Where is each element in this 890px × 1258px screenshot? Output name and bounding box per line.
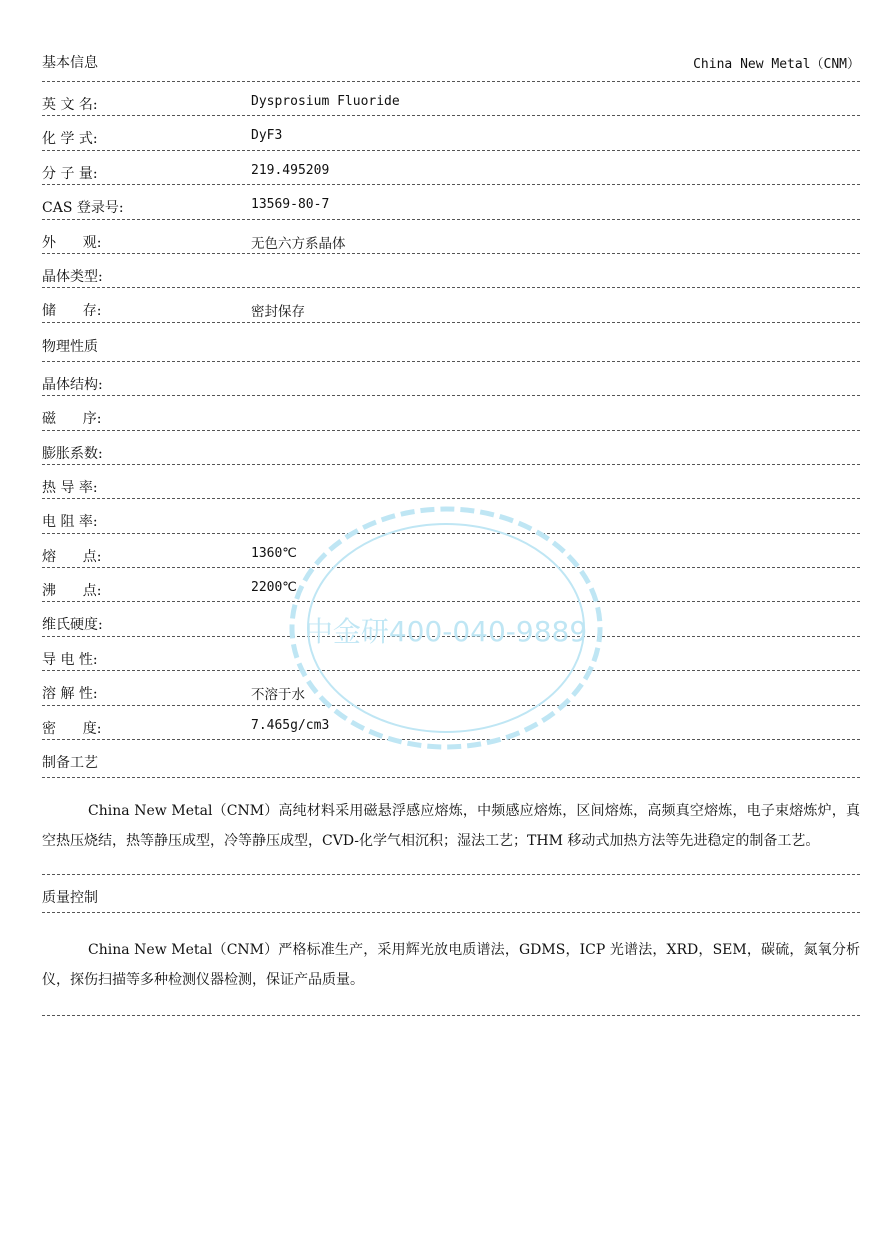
property-label: 分 子 量: bbox=[42, 165, 98, 182]
property-row bbox=[42, 82, 860, 116]
property-value: 13569-80-7 bbox=[251, 197, 330, 213]
section-title-physical: 物理性质 bbox=[42, 338, 98, 355]
physical-properties-heading bbox=[42, 323, 860, 362]
property-value: 1360℃ bbox=[251, 545, 297, 561]
property-row bbox=[42, 254, 860, 288]
property-label: 导 电 性: bbox=[42, 651, 98, 668]
property-row bbox=[42, 465, 860, 499]
property-label: 储 存: bbox=[42, 303, 102, 320]
property-value: Dysprosium Fluoride bbox=[251, 94, 400, 109]
property-label: 化 学 式: bbox=[42, 131, 98, 148]
property-label: 热 导 率: bbox=[42, 479, 98, 496]
property-label: CAS 登录号: bbox=[42, 200, 124, 217]
property-row bbox=[42, 151, 860, 185]
property-row bbox=[42, 637, 860, 671]
property-value: DyF3 bbox=[251, 128, 283, 144]
physical-properties-list bbox=[42, 362, 860, 740]
company-name: China New Metal（CNM） bbox=[693, 57, 860, 72]
property-value: 219.495209 bbox=[251, 162, 330, 178]
property-label: 密 度: bbox=[42, 720, 102, 737]
property-row bbox=[42, 568, 860, 602]
property-row bbox=[42, 706, 860, 740]
document-page bbox=[42, 40, 860, 1016]
basic-info-list bbox=[42, 82, 860, 323]
property-row bbox=[42, 602, 860, 636]
preparation-paragraph: China New Metal（CNM）高纯材料采用磁悬浮感应熔炼，中频感应熔炼，区间熔炼，高频真空熔炼，电子束熔炼炉，真空热压烧结，热等静压成型，冷等静压成型，CVD-化学气相沉积；湿法工艺；THM 移动式加热方法等先进稳定的制备工艺。 bbox=[42, 778, 860, 875]
property-value: 不溶于水 bbox=[251, 687, 305, 704]
watermark-text: 中金研400-040-9889 bbox=[304, 615, 588, 648]
property-label: 外 观: bbox=[42, 234, 102, 251]
preparation-heading bbox=[42, 740, 860, 778]
quality-control-heading bbox=[42, 875, 860, 913]
property-label: 膨胀系数: bbox=[42, 445, 103, 462]
section-title-quality-control: 质量控制 bbox=[42, 890, 98, 907]
property-label: 熔 点: bbox=[42, 548, 102, 565]
property-row bbox=[42, 671, 860, 705]
section-title-basic-info: 基本信息 bbox=[42, 55, 98, 71]
property-value: 2200℃ bbox=[251, 580, 297, 596]
property-row bbox=[42, 499, 860, 533]
property-label: 英 文 名: bbox=[42, 97, 98, 113]
property-label: 沸 点: bbox=[42, 583, 102, 600]
quality-control-paragraph: China New Metal（CNM）严格标准生产，采用辉光放电质谱法，GDMS，ICP 光谱法，XRD，SEM，碳硫，氮氧分析仪，探伤扫描等多种检测仪器检测，保证产品质量。 bbox=[42, 913, 860, 1016]
property-label: 维氏硬度: bbox=[42, 617, 103, 634]
property-row bbox=[42, 534, 860, 568]
property-row bbox=[42, 288, 860, 322]
property-label: 晶体结构: bbox=[42, 376, 103, 393]
section-title-preparation: 制备工艺 bbox=[42, 755, 98, 772]
property-row bbox=[42, 185, 860, 219]
property-value: 7.465g/cm3 bbox=[251, 717, 330, 733]
property-label: 晶体类型: bbox=[42, 268, 103, 285]
property-row bbox=[42, 396, 860, 430]
document-header bbox=[42, 40, 860, 82]
property-row bbox=[42, 116, 860, 150]
property-value: 无色六方系晶体 bbox=[251, 235, 346, 252]
property-label: 磁 序: bbox=[42, 411, 102, 428]
property-row bbox=[42, 431, 860, 465]
property-row bbox=[42, 362, 860, 396]
property-value: 密封保存 bbox=[251, 304, 305, 321]
property-row bbox=[42, 220, 860, 254]
property-label: 溶 解 性: bbox=[42, 686, 98, 703]
property-label: 电 阻 率: bbox=[42, 514, 98, 531]
